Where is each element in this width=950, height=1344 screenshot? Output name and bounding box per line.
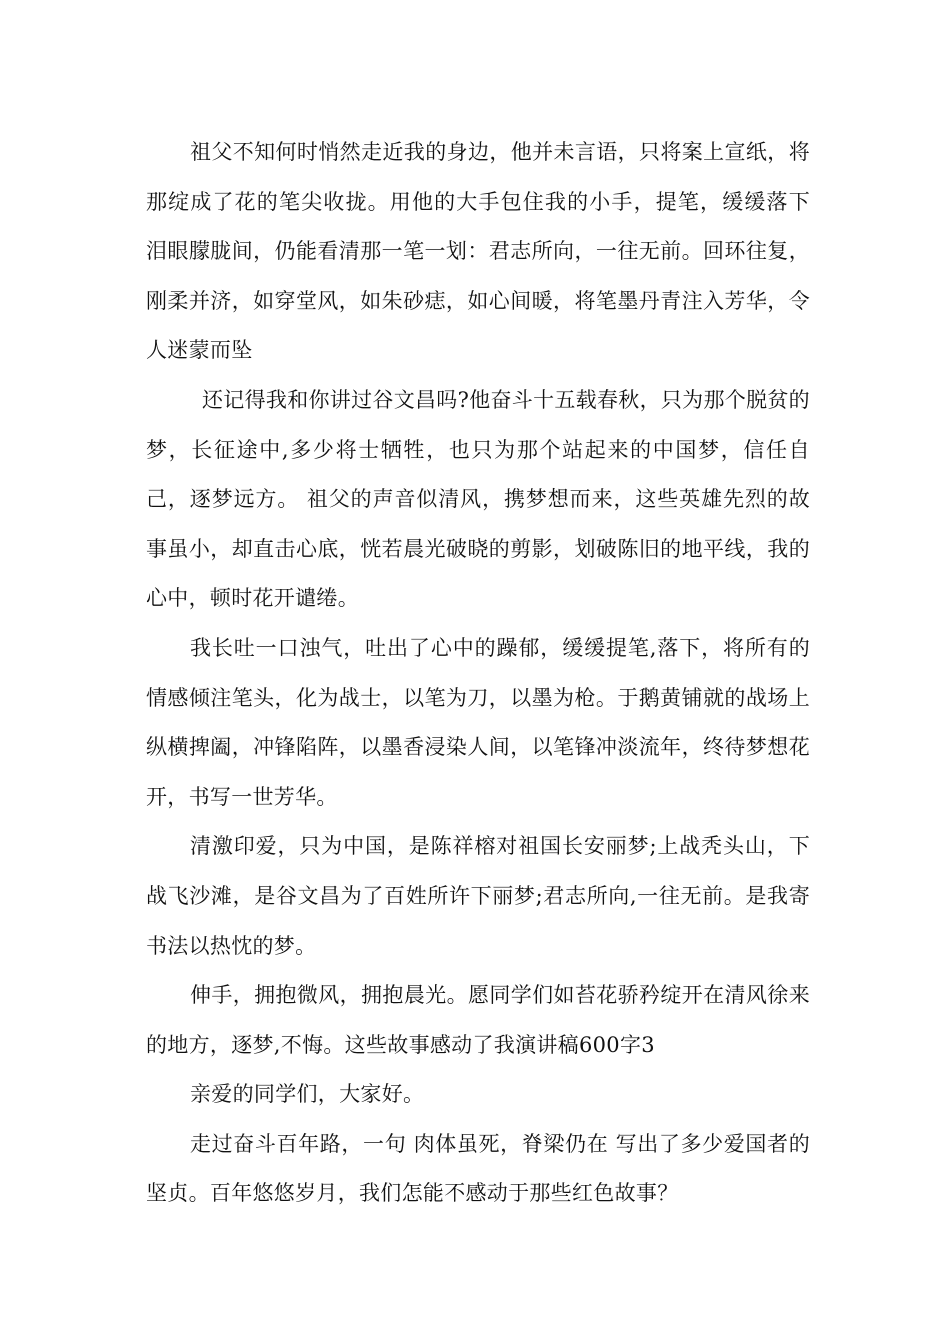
paragraph-6: 亲爱的同学们，大家好。 bbox=[190, 1082, 425, 1107]
paragraph-5: 伸手，拥抱微风，拥抱晨光。愿同学们如苔花骄矜绽开在清风徐来的地方，逐梦,不悔。这些故事感动了我演讲稿600字3 bbox=[146, 983, 810, 1057]
paragraph-4: 清激印爱，只为中国，是陈祥榕对祖国长安丽梦;上战秃头山，下战飞沙滩，是谷文昌为了百姓所许下丽梦;君志所向,一往无前。是我寄书法以热忱的梦。 bbox=[146, 834, 810, 958]
paragraph-3: 我长吐一口浊气，吐出了心中的躁郁，缓缓提笔,落下，将所有的情感倾注笔头，化为战士，以笔为刀，以墨为枪。于鹅黄铺就的战场上纵横捭阖，冲锋陷阵，以墨香浸染人间，以笔锋冲淡流年，终待梦想花开，书写一世芳华。 bbox=[146, 635, 810, 809]
paragraph-7: 走过奋斗百年路，一句 肉体虽死，脊梁仍在 写出了多少爱国者的坚贞。百年悠悠岁月，我们怎能不感动于那些红色故事？ bbox=[146, 1131, 810, 1206]
paragraph-1: 祖父不知何时悄然走近我的身边，他并未言语，只将案上宣纸，将那绽成了花的笔尖收拢。用他的大手包住我的小手，提笔，缓缓落下 泪眼朦胧间，仍能看清那一笔一划：君志所向，一往无前。回环往复，刚柔并济，如穿堂风，如朱砂痣，如心间暖，将笔墨丹青注入芳华，令人迷蒙而坠 bbox=[146, 140, 810, 363]
paragraph-2: 还记得我和你讲过谷文昌吗?他奋斗十五载春秋，只为那个脱贫的梦，长征途中,多少将士牺牲，也只为那个站起来的中国梦，信任自己，逐梦远方。 祖父的声音似清风，携梦想而来，这些英雄先烈的故事虽小，却直击心底，恍若晨光破晓的剪影，划破陈旧的地平线，我的心中，顿时花开谴绻。 bbox=[146, 387, 810, 611]
document-body bbox=[146, 128, 810, 1219]
